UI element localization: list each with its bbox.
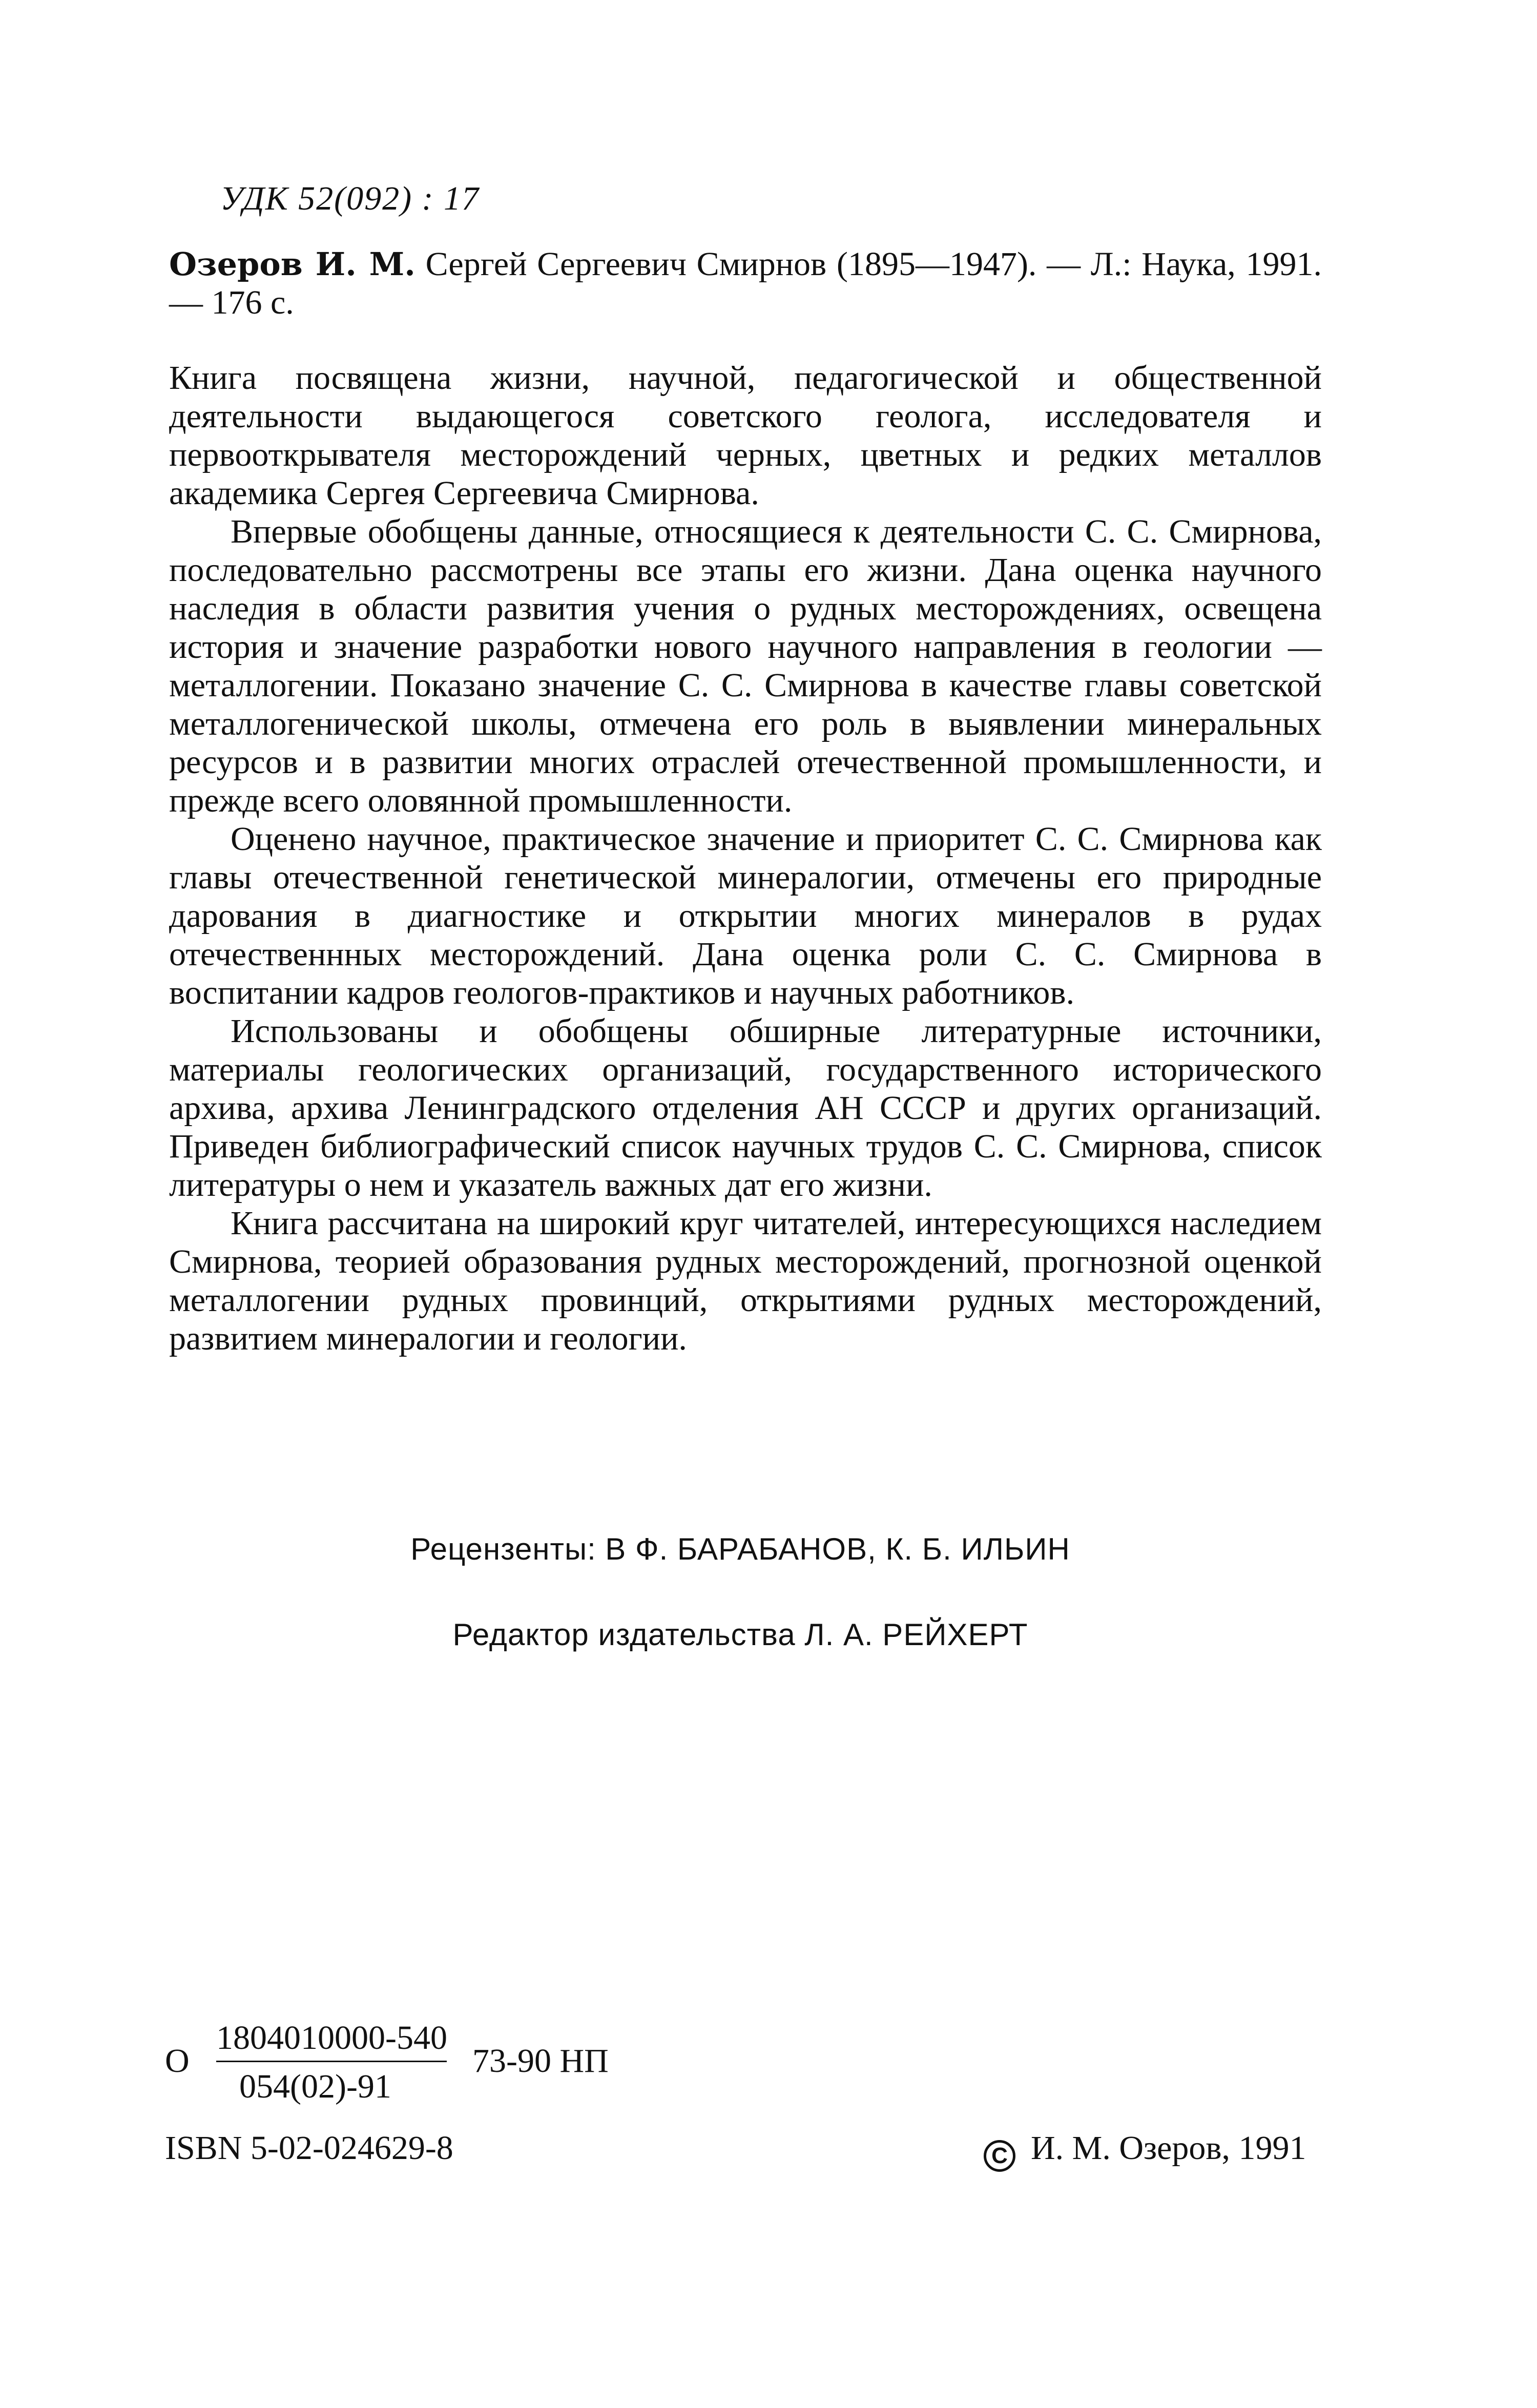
annotation: [169, 359, 1322, 1358]
publication-code-suffix: 73-90 НП: [472, 2042, 609, 2080]
annotation-paragraph: Книга посвящена жизни, научной, педагогической и общественной деятельности выдающегося советского геолога, исследователя и первооткрывателя месторождений черных, цветных и редких металлов академика Сергея Сергеевича Смирнова.: [169, 359, 1322, 512]
copyright-text: И. М. Озеров, 1991: [1031, 2129, 1306, 2167]
editor-label: Редактор издательства: [452, 1617, 796, 1652]
editor-name: Л. А. РЕЙХЕРТ: [804, 1617, 1028, 1652]
author-name: Озеров И. М.: [169, 245, 416, 283]
annotation-paragraph: Книга рассчитана на широкий круг читателей, интересующихся наследием Смирнова, теорией образования рудных месторождений, прогнозной оценкой металлогении рудных провинций, открытиями рудных месторождений, развитием минералогии и геологии.: [169, 1205, 1322, 1357]
publication-code-prefix: О: [165, 2042, 190, 2080]
isbn: ISBN 5-02-024629-8: [165, 2129, 453, 2167]
publication-code-numerator: 1804010000-540: [216, 2019, 447, 2057]
fraction-bar: [216, 2061, 447, 2062]
bibliographic-description: Сергей Сергеевич Смирнов (1895—1947). — Л.: Наука, 1991. — 176 с.: [169, 245, 1322, 321]
annotation-paragraph: Использованы и обобщены обширные литературные источники, материалы геологических организаций, государственного исторического архива, архива Ленинградского отделения АН СССР и других организаций. Приведен библиографический список научных трудов С. С. Смирнова, список литературы о нем и указатель важных дат его жизни.: [169, 1012, 1322, 1203]
reviewers-names: В Ф. БАРАБАНОВ, К. Б. ИЛЬИН: [605, 1532, 1070, 1566]
editor-line: [0, 1615, 1481, 1654]
copyright-icon: C: [984, 2140, 1015, 2172]
publication-code: [165, 2013, 677, 2116]
bibliographic-entry: [169, 245, 1322, 322]
reviewers-line: [0, 1529, 1481, 1568]
copyright-line: [984, 2129, 1306, 2172]
annotation-paragraph: Впервые обобщены данные, относящиеся к деятельности С. С. Смирнова, последовательно рассмотрены все этапы его жизни. Дана оценка научного наследия в области развития учения о рудных месторождениях, освещена история и значение разработки нового научного направления в геологии — металлогении. Показано значение С. С. Смирнова в качестве главы советской металлогенической школы, отмечена его роль в выявлении минеральных ресурсов и в развитии многих отраслей отечественной промышленности, и прежде всего оловянной промышленности.: [169, 513, 1322, 819]
annotation-paragraph: Оценено научное, практическое значение и приоритет С. С. Смирнова как главы отечественной генетической минералогии, отмечены его природные дарования в диагностике и открытии многих минералов в рудах отечественнных месторождений. Дана оценка роли С. С. Смирнова в воспитании кадров геологов-практиков и научных работников.: [169, 820, 1322, 1011]
udk-code: УДК 52(092) : 17: [220, 180, 480, 217]
publication-code-denominator: 054(02)-91: [239, 2068, 391, 2105]
reviewers-label: Рецензенты:: [410, 1532, 596, 1566]
